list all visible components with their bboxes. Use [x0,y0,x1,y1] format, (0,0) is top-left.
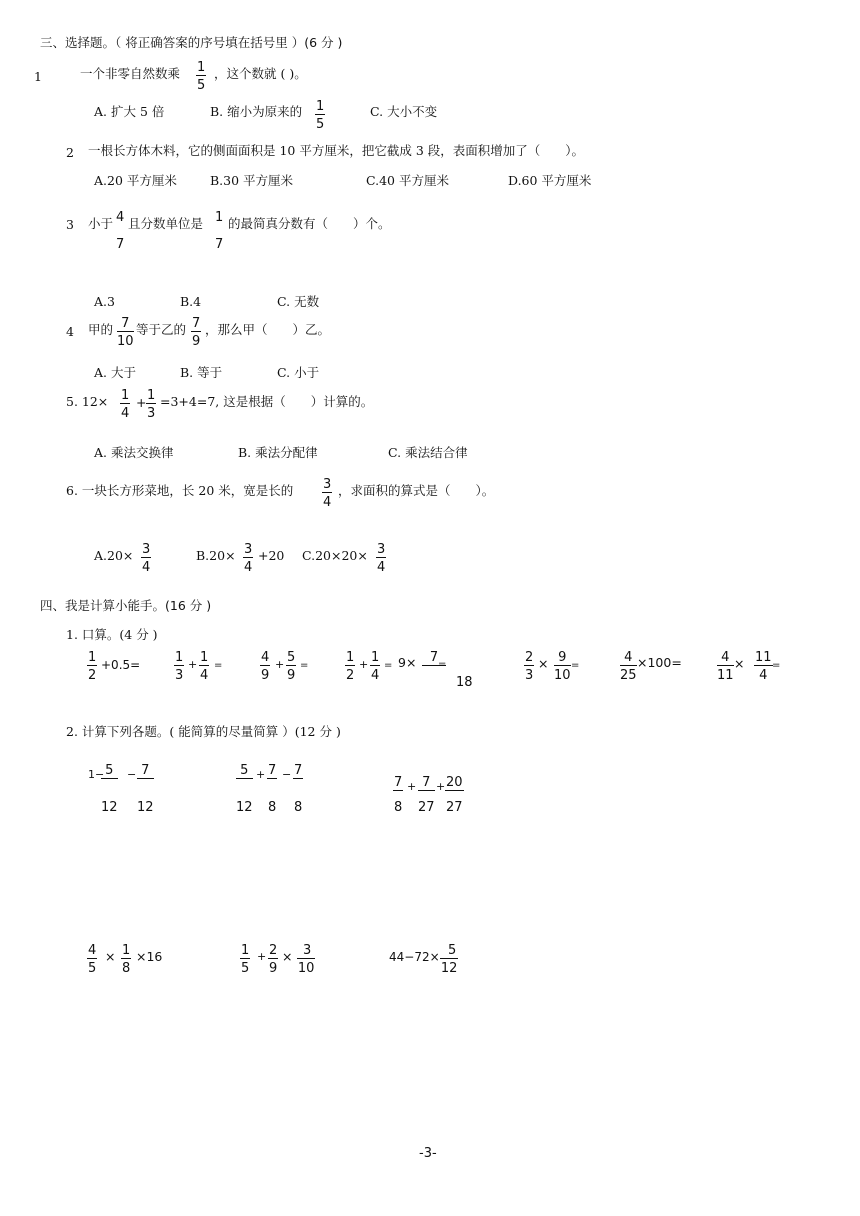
section-3-title: 三、选择题。（ 将正确答案的序号填在括号里 ）(6 分 ) [40,35,343,50]
oral-4-fraction-1: $\frac{1}{2}$ [346,650,355,683]
oral-2-eq: = [214,660,223,671]
q5-option-c: C. 乘法结合律 [388,445,468,460]
q4-option-b: B. 等于 [180,365,223,380]
oral-7-post: ×100= [637,655,682,670]
calc-1-fraction-2: $\frac{7}{12}$ [137,763,154,815]
oral-5-eq: = [438,659,447,670]
q1-option-b-fraction: $\frac{1}{5}$ [316,99,325,132]
q6-option-c-fraction: $\frac{3}{4}$ [377,542,386,575]
q1-fraction: $\frac{1}{5}$ [197,60,206,93]
q4-fraction-2: $\frac{7}{9}$ [192,316,201,349]
calc-2-op-1: + [256,768,266,781]
oral-6-op: × [538,656,549,671]
oral-6-fraction-1: $\frac{2}{3}$ [525,650,534,683]
calc-1-pre: 1− [88,768,105,781]
q4-option-c: C. 小于 [277,365,320,380]
q5-text-pre: 5. 12× [66,394,109,409]
oral-4-eq: = [384,660,393,671]
oral-8-op: × [734,656,745,671]
q2-option-b: B.30 平方厘米 [210,173,294,188]
q6-text-pre: 6. 一块长方形菜地，长 20 米，宽是长的 [66,483,294,498]
q2-option-d: D.60 平方厘米 [508,173,592,188]
q6-option-b-post: +20 [258,548,285,563]
q6-fraction: $\frac{3}{4}$ [323,477,332,510]
oral-2-fraction-2: $\frac{1}{4}$ [200,650,209,683]
calc-3-fraction-3: $\frac{20}{27}$ [446,775,463,815]
calc-5-fraction-1: $\frac{1}{5}$ [241,943,250,976]
calc-1-op: − [127,768,137,781]
q5-option-b: B. 乘法分配律 [238,445,318,460]
q4-text-pre: 甲的 [88,322,114,337]
q6-option-a-fraction: $\frac{3}{4}$ [142,542,151,575]
q4-option-a: A. 大于 [94,365,136,380]
calc-1-fraction-1: $\frac{5}{12}$ [101,763,118,815]
part-2-title: 2. 计算下列各题。( 能简算的尽量简算 ）(12 分 ) [66,724,341,739]
oral-2-op: + [188,658,198,671]
calc-2-fraction-3: $\frac{7}{8}$ [294,763,303,815]
calc-6-fraction: $\frac{5}{12}$ [440,943,458,976]
q3-text-mid: 且分数单位是 [128,216,204,231]
q2-option-c: C.40 平方厘米 [366,173,449,188]
oral-4-op: + [359,658,369,671]
oral-2-fraction-1: $\frac{1}{3}$ [175,650,184,683]
calc-4-op: × [105,949,116,964]
q5-plus: + [136,395,147,410]
q1-text-pre: 一个非零自然数乘 [80,66,181,81]
calc-2-fraction-1: $\frac{5}{12}$ [236,763,253,815]
part-1-title: 1. 口算。(4 分 ) [66,627,158,642]
oral-5-pre: 9× [398,655,417,670]
q3-text-pre: 小于 [88,216,114,231]
q6-text-post: ，求面积的算式是（ ）。 [338,483,495,498]
oral-3-op: + [275,658,285,671]
q6-option-b-fraction: $\frac{3}{4}$ [244,542,253,575]
oral-8-eq: = [772,660,781,671]
q3-fraction-1: 4 7 [116,210,125,252]
calc-6-pre: 44−72× [389,950,440,964]
q4-fraction-1: $\frac{7}{10}$ [117,316,134,349]
q6-option-c: C.20×20× [302,548,368,563]
oral-6-eq: = [571,660,580,671]
calc-5-op-1: + [257,950,267,963]
q6-option-a: A.20× [94,548,134,563]
calc-3-fraction-2: $\frac{7}{27}$ [418,775,435,815]
oral-3-eq: = [300,660,309,671]
calc-5-op-2: × [282,949,293,964]
q3-text-post: 的最简真分数有（ ）个。 [228,216,391,231]
q2-text: 一根长方体木料，它的侧面面积是 10 平方厘米，把它截成 3 段，表面积增加了（ ）。 [88,143,585,158]
oral-1-post: +0.5= [101,658,141,672]
q2-number: 2 [66,145,74,160]
q3-option-b: B.4 [180,294,202,309]
q4-number: 4 [66,324,74,339]
oral-6-fraction-2: $\frac{9}{10}$ [554,650,571,683]
q5-text-post: =3+4=7, 这是根据（ ）计算的。 [160,394,374,409]
oral-3-fraction-1: $\frac{4}{9}$ [261,650,270,683]
oral-7-fraction: $\frac{4}{25}$ [620,650,637,683]
q1-option-a: A. 扩大 5 倍 [94,104,165,119]
q5-fraction-1: $\frac{1}{4}$ [121,388,130,421]
q1-text-post: ，这个数就 ( )。 [214,66,307,81]
oral-1-fraction: $\frac{1}{2}$ [88,650,97,683]
q6-option-b: B.20× [196,548,236,563]
q1-number: 1 [34,69,42,84]
calc-2-fraction-2: $\frac{7}{8}$ [268,763,277,815]
section-4-title: 四、我是计算小能手。(16 分 ) [40,598,212,613]
q3-fraction-2: 1 7 [215,210,224,252]
calc-3-fraction-1: $\frac{7}{8}$ [394,775,403,815]
calc-5-fraction-2: $\frac{2}{9}$ [269,943,278,976]
oral-8-fraction-1: $\frac{4}{11}$ [717,650,734,683]
calc-3-op-2: + [436,780,446,793]
q3-option-a: A.3 [94,294,115,309]
calc-4-fraction-2: $\frac{1}{8}$ [122,943,131,976]
q3-number: 3 [66,217,74,232]
oral-8-fraction-2: $\frac{11}{4}$ [755,650,772,683]
q2-option-a: A.20 平方厘米 [94,173,177,188]
q3-option-c: C. 无数 [277,294,320,309]
q1-option-c: C. 大小不变 [370,104,438,119]
oral-5-fraction: 7 18 [424,651,456,666]
page-number: -3- [419,1146,437,1161]
calc-5-fraction-3: $\frac{3}{10}$ [297,943,315,976]
calc-4-post: ×16 [136,949,163,964]
oral-4-fraction-2: $\frac{1}{4}$ [371,650,380,683]
q1-option-b: B. 缩小为原来的 [210,104,303,119]
calc-3-op-1: + [407,780,417,793]
q4-text-mid: 等于乙的 [136,322,187,337]
calc-2-op-2: − [282,768,292,781]
oral-3-fraction-2: $\frac{5}{9}$ [287,650,296,683]
q5-fraction-2: $\frac{1}{3}$ [147,388,156,421]
q5-option-a: A. 乘法交换律 [94,445,174,460]
calc-4-fraction-1: $\frac{4}{5}$ [88,943,97,976]
q4-text-post: ，那么甲（ ）乙。 [205,322,331,337]
